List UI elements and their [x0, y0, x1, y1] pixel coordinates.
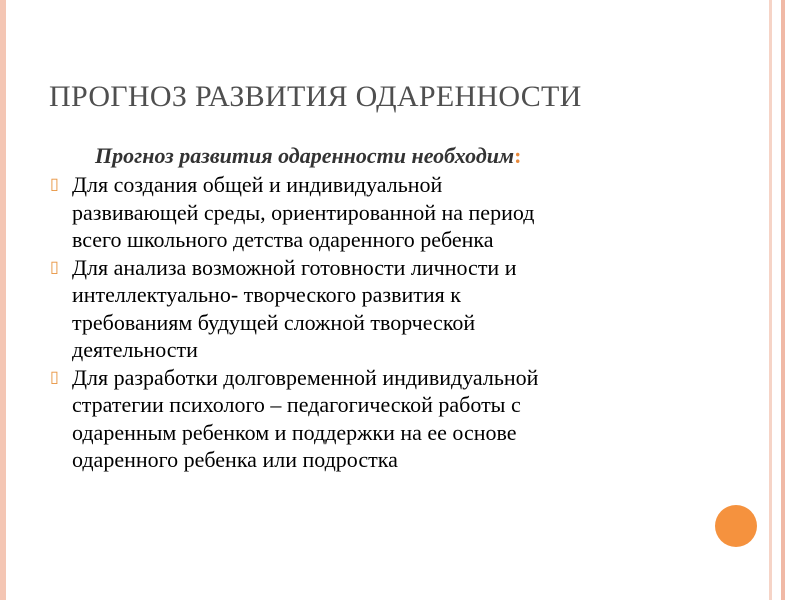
- slide-title: ПРОГНОЗ РАЗВИТИЯ ОДАРЕННОСТИ: [49, 80, 582, 113]
- bullet-text: Для анализа возможной готовности личности и интеллектуально- творческого развития к требованиям будущей сложной творческой деятельности: [72, 254, 517, 362]
- slide-right-border-inner: [769, 0, 772, 600]
- bullet-item: [50, 171, 710, 254]
- slide-subtitle: [95, 143, 521, 169]
- bullet-item: [50, 364, 710, 474]
- slide-left-border: [0, 0, 6, 600]
- bullet-square-icon: ▯: [50, 368, 59, 386]
- slide-right-border-outer: [781, 0, 785, 600]
- bullet-text: Для разработки долговременной индивидуальной стратегии психолого – педагогической работы с одаренным ребенком и поддержки на ее основе одаренного ребенка или подростка: [72, 364, 539, 472]
- bullet-square-icon: ▯: [50, 258, 59, 276]
- bullet-square-icon: ▯: [50, 176, 59, 193]
- bullet-list: [50, 171, 710, 474]
- subtitle-colon: :: [514, 143, 522, 168]
- bullet-item: [50, 254, 710, 364]
- bullet-text: Для создания общей и индивидуальной развивающей среды, ориентированной на период всего школьного детства одаренного ребенка: [72, 172, 535, 252]
- decorative-orange-circle: [715, 505, 757, 547]
- subtitle-text: Прогноз развития одаренности необходим: [95, 143, 515, 168]
